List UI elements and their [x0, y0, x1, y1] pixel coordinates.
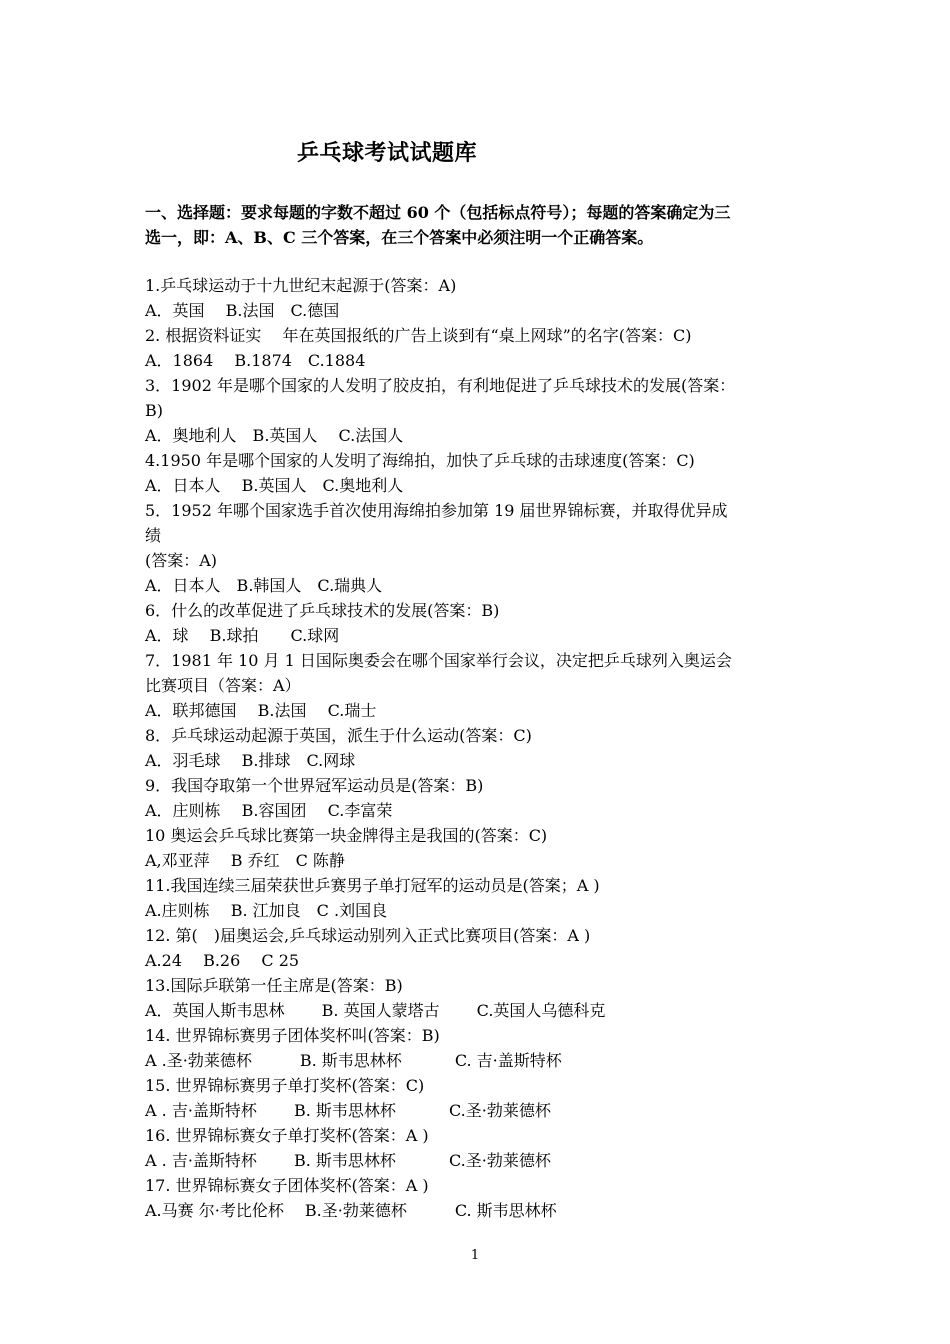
text-line: A.24 B.26 C 25 [145, 951, 300, 970]
text-line: (答案：A) [145, 551, 218, 570]
text-line: 2. 根据资料证实 年在英国报纸的广告上谈到有“桌上网球”的名字(答案：C) [145, 326, 692, 345]
text-line: A . 吉·盖斯特杯 B. 斯韦思林杯 C.圣·勃莱德杯 [145, 1151, 551, 1170]
text-line: A．日本人 B.英国人 C.奥地利人 [145, 476, 404, 495]
text-line: 15. 世界锦标赛男子单打奖杯(答案：C) [145, 1076, 425, 1095]
text-line: A.马赛 尔·考比伦杯 B.圣·勃莱德杯 C. 斯韦思林杯 [145, 1201, 557, 1220]
text-line: A．联邦德国 B.法国 C.瑞士 [145, 701, 377, 720]
text-line: 12. 第( )届奥运会,乒乓球运动别列入正式比赛项目(答案：A ) [145, 926, 591, 945]
question-list [145, 273, 825, 1223]
text-line: A．日本人 B.韩国人 C.瑞典人 [145, 576, 383, 595]
text-line: A．奥地利人 B.英国人 C.法国人 [145, 426, 404, 445]
text-line: 1.乒乓球运动于十九世纪末起源于(答案：A) [145, 276, 457, 295]
text-line: 16. 世界锦标赛女子单打奖杯(答案：A ) [145, 1126, 429, 1145]
text-line: 14. 世界锦标赛男子团体奖杯叫(答案：B) [145, 1026, 440, 1045]
text-line: A.庄则栋 B. 江加良 C .刘国良 [145, 901, 388, 920]
text-line: 8．乒乓球运动起源于英国，派生于什么运动(答案：C) [145, 726, 532, 745]
text-line: 17. 世界锦标赛女子团体奖杯(答案：A ) [145, 1176, 429, 1195]
text-line: 10 奥运会乒乓球比赛第一块金牌得主是我国的(答案：C) [145, 826, 548, 845]
text-line: 9．我国夺取第一个世界冠军运动员是(答案：B) [145, 776, 484, 795]
text-line: 3．1902 年是哪个国家的人发明了胶皮拍，有利地促进了乒乓球技术的发展(答案： [145, 376, 736, 395]
text-line: 11.我国连续三届荣获世乒赛男子单打冠军的运动员是(答案；A ) [145, 876, 600, 895]
text-line: A．庄则栋 B.容国团 C.李富荣 [145, 801, 393, 820]
text-line: A．球 B.球拍 C.球网 [145, 626, 340, 645]
text-line: 7．1981 年 10 月 1 日国际奥委会在哪个国家举行会议，决定把乒乓球列入奥运会 [145, 651, 732, 670]
intro-line: 选一，即：A、B、C 三个答案，在三个答案中必须注明一个正确答案。 [145, 228, 654, 247]
text-line: A . 吉·盖斯特杯 B. 斯韦思林杯 C.圣·勃莱德杯 [145, 1101, 551, 1120]
text-line: 比赛项目（答案：A） [145, 676, 301, 695]
text-line: A．英国人斯韦思林 B. 英国人蒙塔古 C.英国人乌德科克 [145, 1001, 606, 1020]
text-line: A,邓亚萍 B 乔红 C 陈静 [145, 851, 345, 870]
text-line: 5．1952 年哪个国家选手首次使用海绵拍参加第 19 届世界锦标赛，并取得优异成 [145, 501, 728, 520]
text-line: A．英国 B.法国 C.德国 [145, 301, 340, 320]
text-line: B) [145, 401, 163, 420]
text-line: A．1864 B.1874 C.1884 [145, 351, 366, 370]
section-intro [145, 200, 825, 250]
page-number: 1 [470, 1248, 480, 1263]
text-line: 13.国际乒联第一任主席是(答案：B) [145, 976, 403, 995]
intro-line: 一、选择题：要求每题的字数不超过 60 个（包括标点符号）；每题的答案确定为三 [145, 203, 731, 222]
page-title: 乒乓球考试试题库 [297, 140, 478, 166]
text-line: 4.1950 年是哪个国家的人发明了海绵拍，加快了乒乓球的击球速度(答案：C) [145, 451, 695, 470]
text-line: 绩 [145, 526, 162, 545]
text-line: A .圣·勃莱德杯 B. 斯韦思林杯 C. 吉·盖斯特杯 [145, 1051, 562, 1070]
text-line: A．羽毛球 B.排球 C.网球 [145, 751, 356, 770]
text-line: 6．什么的改革促进了乒乓球技术的发展(答案：B) [145, 601, 500, 620]
